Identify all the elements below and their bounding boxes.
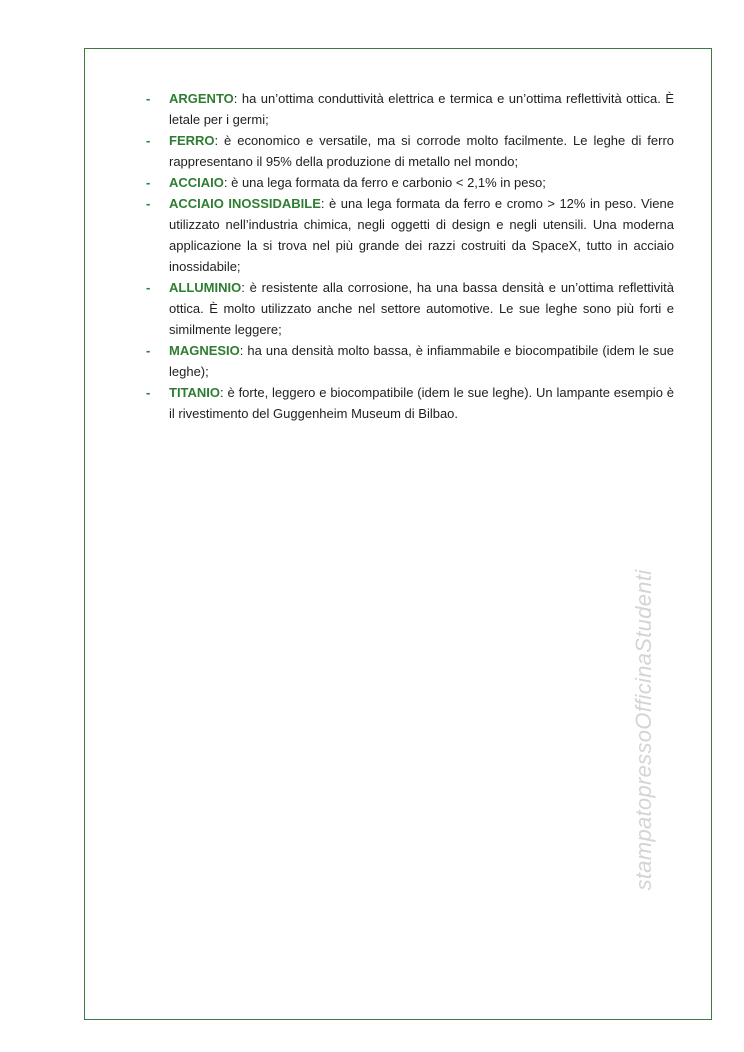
term-label: TITANIO [169, 385, 221, 400]
term-label: ACCIAIO INOSSIDABILE [169, 196, 321, 211]
term-label: MAGNESIO [169, 343, 240, 358]
bullet-dash: - [146, 343, 151, 358]
bullet-dash: - [146, 196, 151, 211]
term-label: FERRO [169, 133, 215, 148]
term-description: : è economico e versatile, ma si corrode molto facilmente. Le leghe di ferro rappresentano il 95% della produzione di metallo nel mondo; [169, 133, 674, 169]
bullet-dash: - [146, 133, 151, 148]
list-item-argento [146, 88, 674, 130]
term-description: : è una lega formata da ferro e cromo > 12% in peso. Viene utilizzato nell’industria chimica, negli oggetti di design e negli utensili. Una moderna applicazione la si trova nel più grande dei razzi costruiti da SpaceX, tutto in acciaio inossidabile; [169, 196, 674, 274]
term-description: : è una lega formata da ferro e carbonio < 2,1% in peso; [223, 175, 546, 190]
term-description: : è forte, leggero e biocompatibile (idem le sue leghe). Un lampante esempio è il rivestimento del Guggenheim Museum di Bilbao. [169, 385, 674, 421]
bullet-dash: - [146, 91, 151, 106]
list-item-titanio [146, 382, 674, 424]
bullet-dash: - [146, 385, 151, 400]
term-description: : ha una densità molto bassa, è infiammabile e biocompatibile (idem le sue leghe); [169, 343, 674, 379]
bullet-dash: - [146, 280, 151, 295]
list-item-acciaio-inossidabile [146, 193, 674, 277]
list-item-acciaio [146, 172, 674, 193]
list-item-alluminio [146, 277, 674, 340]
bullet-dash: - [146, 175, 151, 190]
list-item-magnesio [146, 340, 674, 382]
term-label: ALLUMINIO [169, 280, 242, 295]
metals-list [146, 88, 674, 424]
term-description: : è resistente alla corrosione, ha una bassa densità e un’ottima reflettività ottica. È molto utilizzato anche nel settore automotive. Le sue leghe sono più forti e similmente leggere; [169, 280, 674, 337]
document-body [146, 88, 674, 424]
term-label: ACCIAIO [169, 175, 224, 190]
term-description: : ha un’ottima conduttività elettrica e termica e un’ottima reflettività ottica. È letale per i germi; [169, 91, 674, 127]
term-label: ARGENTO [169, 91, 234, 106]
list-item-ferro [146, 130, 674, 172]
watermark-text: stampatopressoOfficinaStudenti [631, 569, 656, 891]
